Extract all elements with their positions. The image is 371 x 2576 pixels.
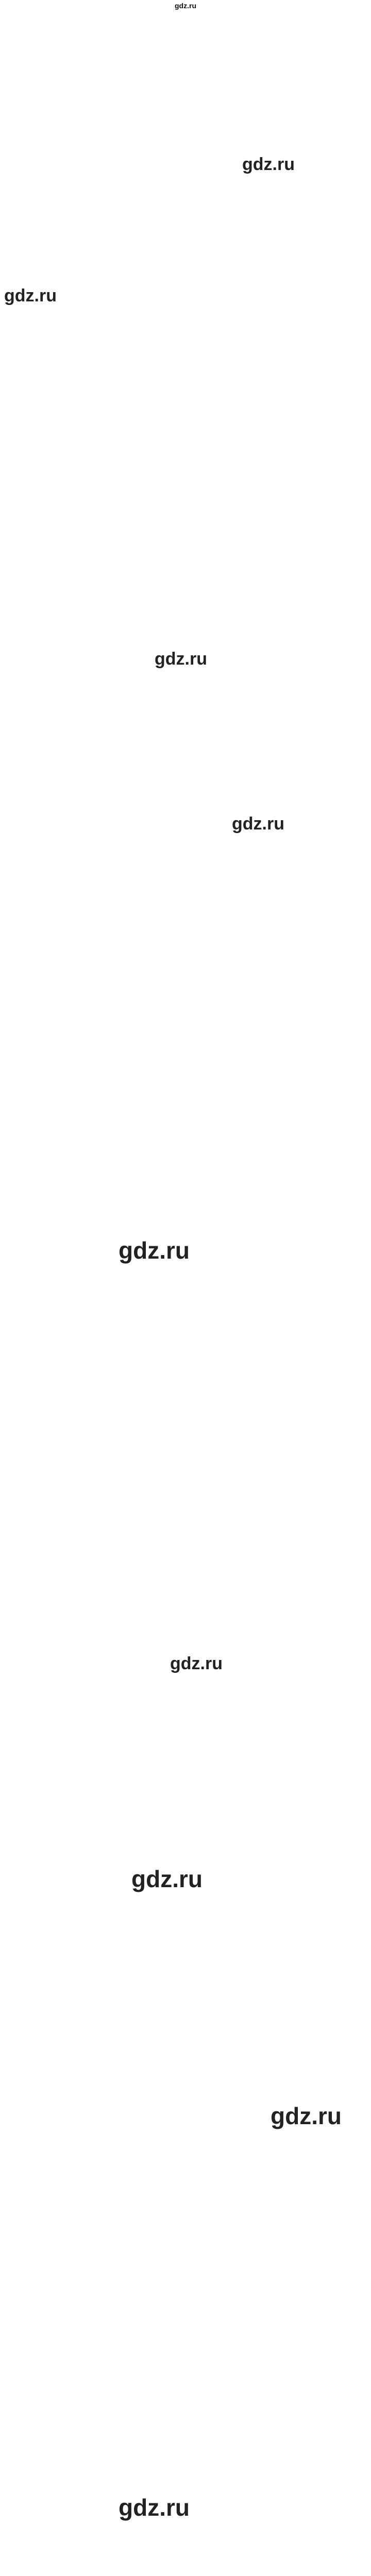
section-heading bbox=[5, 15, 366, 26]
watermark: gdz.ru bbox=[232, 814, 284, 834]
watermark: gdz.ru bbox=[242, 155, 295, 174]
watermark: gdz.ru bbox=[119, 1237, 190, 1264]
exercise-section bbox=[5, 1108, 366, 2267]
section-heading bbox=[5, 2272, 366, 2282]
site-header: gdz.ru bbox=[175, 2, 196, 10]
exercise-section bbox=[5, 15, 366, 551]
section-heading bbox=[5, 556, 366, 567]
watermark: gdz.ru bbox=[4, 286, 57, 306]
exercise-section bbox=[5, 556, 366, 1103]
exercise-section bbox=[5, 2272, 366, 2576]
watermark: gdz.ru bbox=[170, 1654, 223, 1673]
section-heading bbox=[5, 1108, 366, 1118]
watermark: gdz.ru bbox=[271, 2103, 342, 2129]
watermark: gdz.ru bbox=[119, 2494, 190, 2521]
watermark: gdz.ru bbox=[131, 1866, 203, 1892]
watermark: gdz.ru bbox=[155, 649, 207, 669]
